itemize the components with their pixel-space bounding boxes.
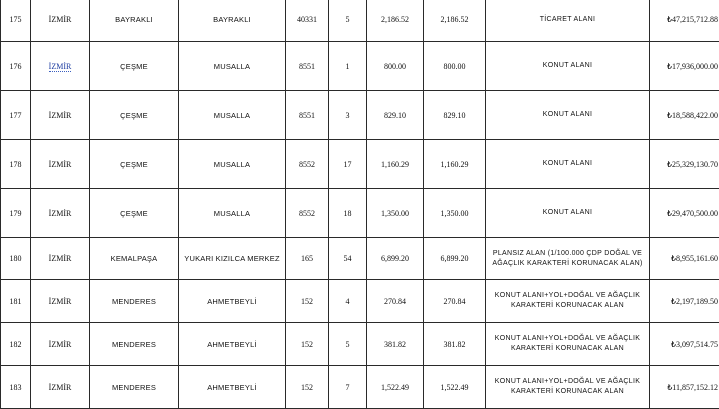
block-number-cell: 165 xyxy=(286,238,329,280)
parcel-number-cell: 54 xyxy=(329,238,367,280)
row-number-cell: 183 xyxy=(1,366,31,409)
zoning-cell: KONUT ALANI+YOL+DOĞAL VE AĞAÇLIK KARAKTERİ KORUNACAK ALAN xyxy=(486,280,650,323)
zoning-cell: TİCARET ALANI xyxy=(486,0,650,42)
district-cell: MENDERES xyxy=(90,323,179,366)
row-number-cell: 181 xyxy=(1,280,31,323)
table-row xyxy=(1,189,719,238)
neighborhood-cell: MUSALLA xyxy=(179,189,286,238)
parcel-number-cell: 17 xyxy=(329,140,367,189)
sale-area-cell: 1,522.49 xyxy=(424,366,486,409)
row-number-cell: 180 xyxy=(1,238,31,280)
neighborhood-cell: BAYRAKLI xyxy=(179,0,286,42)
province-cell: İZMİR xyxy=(31,91,90,140)
sale-area-cell: 800.00 xyxy=(424,42,486,91)
area-cell: 1,350.00 xyxy=(367,189,424,238)
zoning-cell: KONUT ALANI+YOL+DOĞAL VE AĞAÇLIK KARAKTERİ KORUNACAK ALAN xyxy=(486,323,650,366)
table-row xyxy=(1,280,719,323)
price-cell: ₺18,588,422.00 xyxy=(650,91,719,140)
zoning-cell: KONUT ALANI xyxy=(486,189,650,238)
area-cell: 800.00 xyxy=(367,42,424,91)
area-cell: 270.84 xyxy=(367,280,424,323)
price-cell: ₺3,097,514.75 xyxy=(650,323,719,366)
parcel-number-cell: 1 xyxy=(329,42,367,91)
price-cell: ₺11,857,152.12 xyxy=(650,366,719,409)
table-body xyxy=(1,0,719,409)
block-number-cell: 8551 xyxy=(286,91,329,140)
sale-area-cell: 1,350.00 xyxy=(424,189,486,238)
province-cell: İZMİR xyxy=(31,280,90,323)
area-cell: 1,160.29 xyxy=(367,140,424,189)
price-cell: ₺17,936,000.00 xyxy=(650,42,719,91)
block-number-cell: 8552 xyxy=(286,189,329,238)
zoning-cell: PLANSIZ ALAN (1/100.000 ÇDP DOĞAL VE AĞAÇLIK KARAKTERİ KORUNACAK ALAN) xyxy=(486,238,650,280)
district-cell: KEMALPAŞA xyxy=(90,238,179,280)
row-number-cell: 178 xyxy=(1,140,31,189)
price-cell: ₺25,329,130.70 xyxy=(650,140,719,189)
area-cell: 1,522.49 xyxy=(367,366,424,409)
price-cell: ₺29,470,500.00 xyxy=(650,189,719,238)
table-row xyxy=(1,238,719,280)
neighborhood-cell: AHMETBEYLİ xyxy=(179,280,286,323)
zoning-cell: KONUT ALANI+YOL+DOĞAL VE AĞAÇLIK KARAKTERİ KORUNACAK ALAN xyxy=(486,366,650,409)
province-cell: İZMİR xyxy=(31,323,90,366)
province-text: İZMİR xyxy=(49,62,72,72)
sale-area-cell: 381.82 xyxy=(424,323,486,366)
zoning-cell: KONUT ALANI xyxy=(486,91,650,140)
block-number-cell: 8552 xyxy=(286,140,329,189)
province-cell: İZMİR xyxy=(31,238,90,280)
province-cell xyxy=(31,42,90,91)
sale-area-cell: 6,899.20 xyxy=(424,238,486,280)
area-cell: 2,186.52 xyxy=(367,0,424,42)
province-cell: İZMİR xyxy=(31,189,90,238)
province-cell: İZMİR xyxy=(31,0,90,42)
row-number-cell: 176 xyxy=(1,42,31,91)
sale-area-cell: 1,160.29 xyxy=(424,140,486,189)
price-cell: ₺47,215,712.88 xyxy=(650,0,719,42)
row-number-cell: 175 xyxy=(1,0,31,42)
block-number-cell: 152 xyxy=(286,280,329,323)
row-number-cell: 177 xyxy=(1,91,31,140)
zoning-cell: KONUT ALANI xyxy=(486,42,650,91)
area-cell: 829.10 xyxy=(367,91,424,140)
neighborhood-cell: AHMETBEYLİ xyxy=(179,366,286,409)
price-cell: ₺8,955,161.60 xyxy=(650,238,719,280)
district-cell: ÇEŞME xyxy=(90,91,179,140)
table-row xyxy=(1,42,719,91)
district-cell: ÇEŞME xyxy=(90,189,179,238)
block-number-cell: 40331 xyxy=(286,0,329,42)
row-number-cell: 179 xyxy=(1,189,31,238)
district-cell: ÇEŞME xyxy=(90,42,179,91)
sale-area-cell: 270.84 xyxy=(424,280,486,323)
zoning-cell: KONUT ALANI xyxy=(486,140,650,189)
price-cell: ₺2,197,189.50 xyxy=(650,280,719,323)
neighborhood-cell: YUKARI KIZILCA MERKEZ xyxy=(179,238,286,280)
parcel-number-cell: 7 xyxy=(329,366,367,409)
parcel-number-cell: 4 xyxy=(329,280,367,323)
table-row xyxy=(1,323,719,366)
neighborhood-cell: MUSALLA xyxy=(179,42,286,91)
block-number-cell: 152 xyxy=(286,323,329,366)
parcel-number-cell: 18 xyxy=(329,189,367,238)
parcel-number-cell: 5 xyxy=(329,0,367,42)
table-row xyxy=(1,91,719,140)
neighborhood-cell: AHMETBEYLİ xyxy=(179,323,286,366)
area-cell: 6,899.20 xyxy=(367,238,424,280)
table-row xyxy=(1,0,719,42)
neighborhood-cell: MUSALLA xyxy=(179,140,286,189)
block-number-cell: 8551 xyxy=(286,42,329,91)
parcel-number-cell: 5 xyxy=(329,323,367,366)
district-cell: MENDERES xyxy=(90,366,179,409)
area-cell: 381.82 xyxy=(367,323,424,366)
province-cell: İZMİR xyxy=(31,366,90,409)
sale-area-cell: 2,186.52 xyxy=(424,0,486,42)
block-number-cell: 152 xyxy=(286,366,329,409)
row-number-cell: 182 xyxy=(1,323,31,366)
sale-area-cell: 829.10 xyxy=(424,91,486,140)
neighborhood-cell: MUSALLA xyxy=(179,91,286,140)
parcel-number-cell: 3 xyxy=(329,91,367,140)
table-row xyxy=(1,366,719,409)
province-cell: İZMİR xyxy=(31,140,90,189)
district-cell: MENDERES xyxy=(90,280,179,323)
table-row xyxy=(1,140,719,189)
district-cell: BAYRAKLI xyxy=(90,0,179,42)
district-cell: ÇEŞME xyxy=(90,140,179,189)
